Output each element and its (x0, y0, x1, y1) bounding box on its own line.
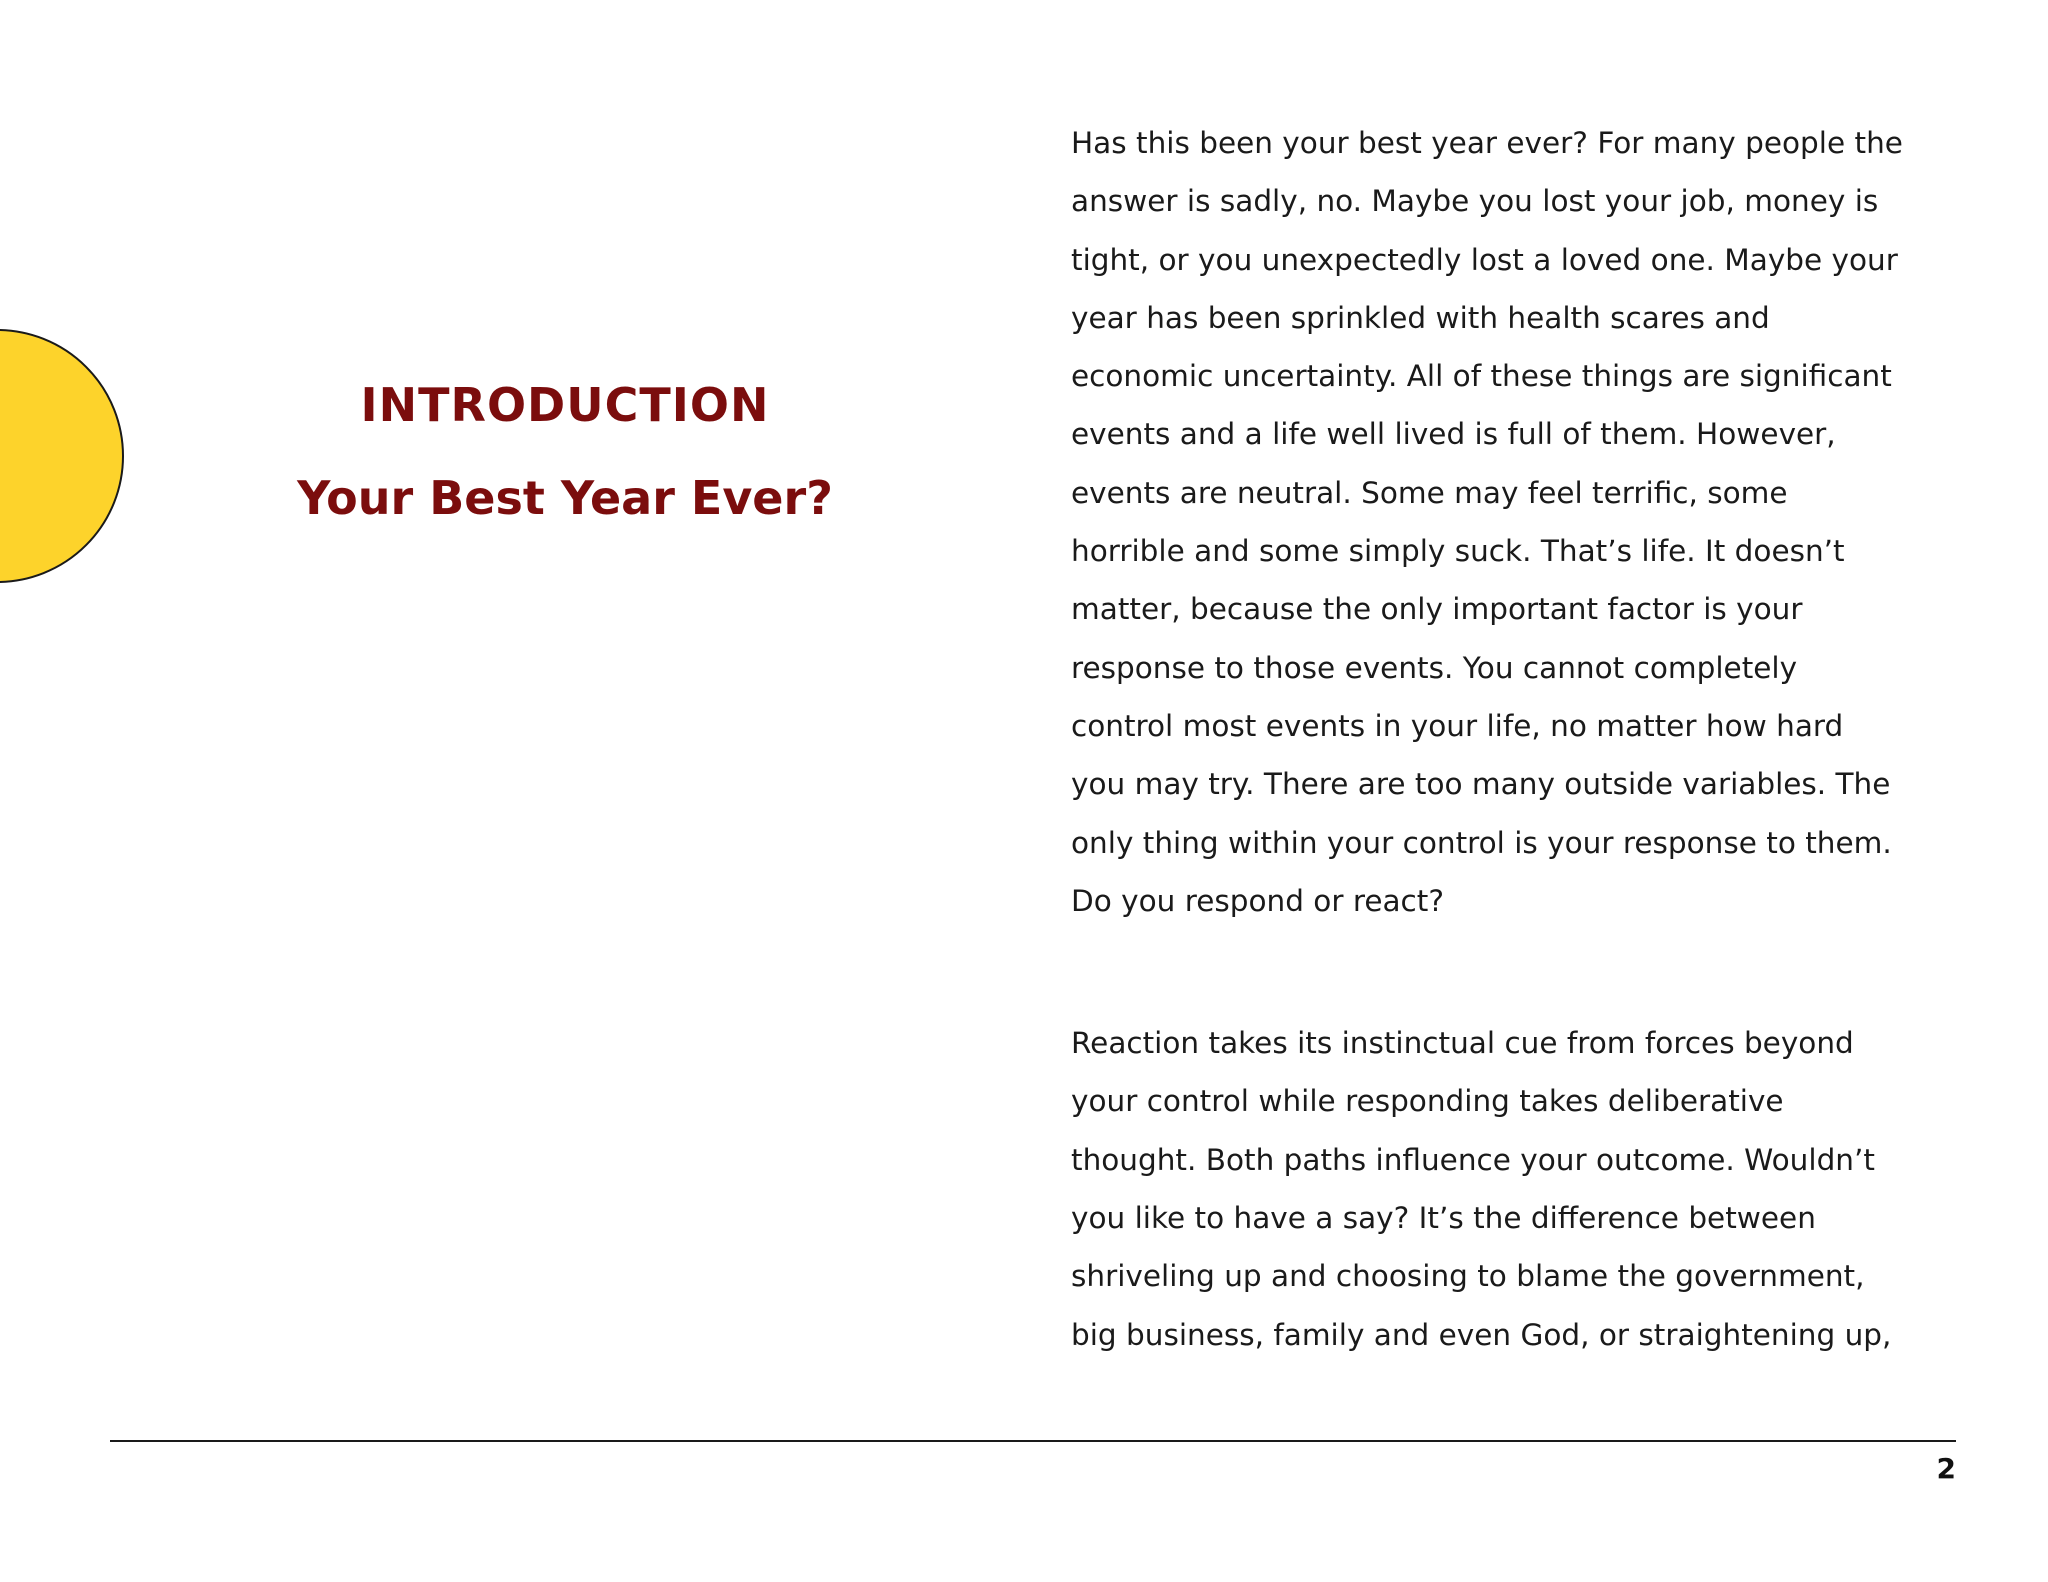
footer-divider (110, 1440, 1956, 1442)
body-paragraph: Has this been your best year ever? For many people the answer is sadly, no. Maybe you lost your job, money is tight, or you unexpectedly lost a loved one. Maybe your year has been sprinkled with health scares and economic uncertainty. All of these things are significant events and a life well lived is full of them. However, events are neutral. Some may feel terrific, some horrible and some simply suck. That’s life. It doesn’t matter, because the only important factor is your response to those events. You cannot completely control most events in your life, no matter how hard you may try. There are too many outside variables. The only thing within your control is your response to them. Do you respond or react? (1071, 126, 1903, 918)
body-paragraph: Reaction takes its instinctual cue from forces beyond your control while responding takes deliberative thought. Both paths influence your outcome. Wouldn’t you like to have a say? It’s the difference between shriveling up and choosing to blame the government, big business, family and even God, or straightening up, (1071, 1026, 1892, 1352)
page-number: 2 (1936, 1452, 1956, 1485)
chapter-heading (220, 370, 910, 528)
chapter-title: INTRODUCTION (360, 378, 770, 432)
chapter-subtitle: Your Best Year Ever? (297, 471, 833, 525)
body-text (1071, 114, 1971, 1364)
sun-circle-decoration (0, 329, 124, 583)
